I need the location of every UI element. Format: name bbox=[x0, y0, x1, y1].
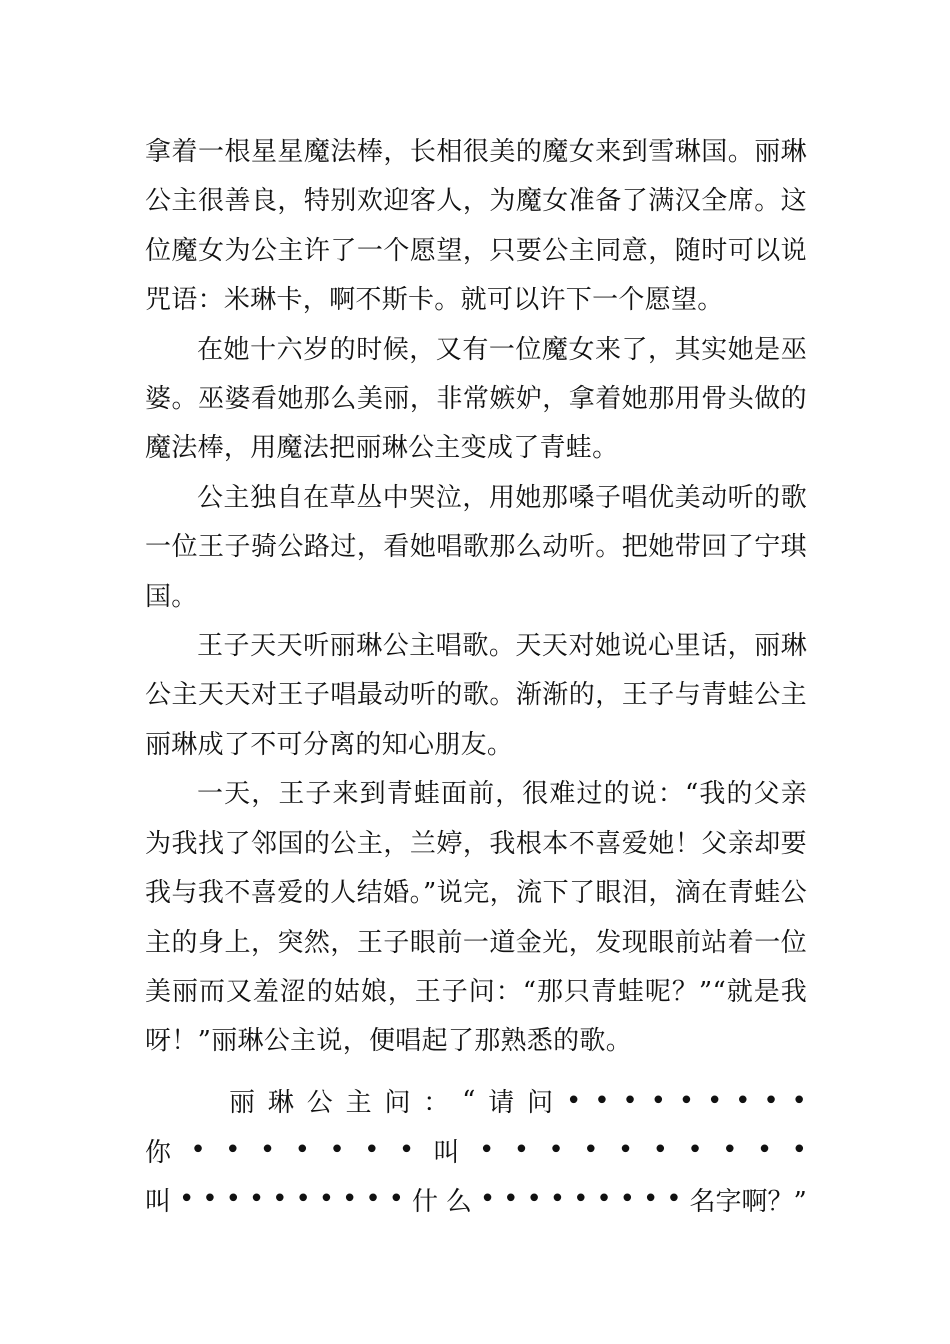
dialogue-char: 名字啊？” bbox=[689, 1186, 807, 1217]
dialogue-char: 什 bbox=[411, 1186, 438, 1217]
dialogue-char: 丽 bbox=[229, 1088, 256, 1119]
dot-glyph: • bbox=[706, 1085, 723, 1116]
dot-glyph: • bbox=[756, 1135, 773, 1166]
dialogue-char: 琳 bbox=[267, 1088, 294, 1119]
dot-glyph: • bbox=[329, 1135, 345, 1166]
dot-glyph: • bbox=[566, 1085, 582, 1116]
dots-line-2 bbox=[145, 1125, 807, 1174]
dot-glyph: • bbox=[687, 1135, 703, 1166]
dot-glyph: • bbox=[295, 1184, 311, 1215]
dot-glyph: • bbox=[642, 1184, 659, 1215]
dot-glyph: • bbox=[479, 1184, 496, 1215]
dot-glyph: • bbox=[791, 1085, 807, 1116]
dot-glyph: • bbox=[513, 1135, 530, 1166]
dot-glyph: • bbox=[652, 1135, 668, 1166]
dot-glyph: • bbox=[619, 1184, 635, 1215]
dot-glyph: • bbox=[248, 1184, 265, 1215]
dot-glyph: • bbox=[722, 1135, 738, 1166]
dot-glyph: • bbox=[735, 1085, 751, 1116]
dialogue-char: 问 bbox=[384, 1088, 411, 1119]
dot-glyph: • bbox=[596, 1184, 612, 1215]
dot-glyph: • bbox=[388, 1184, 404, 1215]
dot-glyph: • bbox=[272, 1184, 288, 1215]
dots-line-1 bbox=[145, 1076, 807, 1125]
dot-glyph: • bbox=[190, 1135, 206, 1166]
paragraph-5: 一天，王子来到青蛙面前，很难过的说：“我的父亲为我找了邻国的公主，兰婷，我根本不喜爱她！父亲却要我与我不喜爱的人结婚。”说完，流下了眼泪，滴在青蛙公主的身上，突然，王子眼前一道金光，发现眼前站着一位美丽而又羞涩的姑娘，王子问：“那只青蛙呢？”“就是我呀！”丽琳公主说，便唱起了那熟悉的歌。 bbox=[145, 779, 807, 1057]
dot-glyph: • bbox=[294, 1135, 310, 1166]
dot-glyph: • bbox=[594, 1085, 610, 1116]
dot-glyph: • bbox=[259, 1135, 276, 1166]
paragraph-4: 王子天天听丽琳公主唱歌。天天对她说心里话，丽琳公主天天对王子唱最动听的歌。渐渐的，王子与青蛙公主丽琳成了不可分离的知心朋友。 bbox=[145, 631, 807, 760]
dialogue-char: “ bbox=[462, 1085, 476, 1116]
dot-glyph: • bbox=[622, 1085, 638, 1116]
paragraph-2: 在她十六岁的时候，又有一位魔女来了，其实她是巫婆。巫婆看她那么美丽，非常嫉妒，拿着她那用骨头做的魔法棒，用魔法把丽琳公主变成了青蛙。 bbox=[145, 334, 807, 464]
dot-glyph: • bbox=[178, 1184, 195, 1215]
dots-line-3 bbox=[145, 1175, 807, 1224]
dot-glyph: • bbox=[365, 1184, 381, 1215]
dot-glyph: • bbox=[549, 1184, 566, 1215]
dot-glyph: • bbox=[202, 1184, 218, 1215]
dialogue-char: 主 bbox=[345, 1088, 372, 1119]
dot-glyph: • bbox=[666, 1184, 682, 1215]
dialogue-char: 公 bbox=[306, 1088, 333, 1119]
dot-glyph: • bbox=[503, 1184, 519, 1215]
dot-glyph: • bbox=[583, 1135, 599, 1166]
dot-glyph: • bbox=[225, 1135, 241, 1166]
dot-glyph: • bbox=[678, 1085, 695, 1116]
dialogue-char: 你 bbox=[145, 1137, 172, 1168]
story-text bbox=[145, 128, 807, 1067]
dialogue-char: 么 bbox=[445, 1186, 472, 1217]
dot-glyph: • bbox=[791, 1135, 807, 1166]
dialogue-char: 叫 bbox=[433, 1137, 460, 1168]
dialogue-char: 请 bbox=[488, 1088, 515, 1119]
dot-glyph: • bbox=[398, 1135, 415, 1166]
dot-glyph: • bbox=[763, 1085, 779, 1116]
question-dialogue bbox=[145, 1076, 807, 1224]
dialogue-char: ： bbox=[423, 1088, 450, 1119]
dot-glyph: • bbox=[364, 1135, 380, 1166]
dot-glyph: • bbox=[548, 1135, 564, 1166]
dot-glyph: • bbox=[478, 1135, 495, 1166]
dialogue-char: 问 bbox=[527, 1088, 554, 1119]
dot-glyph: • bbox=[573, 1184, 589, 1215]
dot-glyph: • bbox=[617, 1135, 634, 1166]
dialogue-char: 叫 bbox=[145, 1186, 172, 1217]
dot-glyph: • bbox=[318, 1184, 335, 1215]
dot-glyph: • bbox=[526, 1184, 542, 1215]
dot-glyph: • bbox=[225, 1184, 241, 1215]
paragraph-1: 拿着一根星星魔法棒，长相很美的魔女来到雪琳国。丽琳公主很善良，特别欢迎客人，为魔女准备了满汉全席。这位魔女为公主许了一个愿望，只要公主同意，随时可以说咒语：米琳卡，啊不斯卡。就可以许下一个愿望。 bbox=[145, 137, 807, 316]
dot-glyph: • bbox=[342, 1184, 358, 1215]
paragraph-3: 公主独自在草丛中哭泣，用她那嗓子唱优美动听的歌一位王子骑公路过，看她唱歌那么动听。把她带回了宁琪国。 bbox=[145, 482, 807, 612]
dot-glyph: • bbox=[650, 1085, 666, 1116]
